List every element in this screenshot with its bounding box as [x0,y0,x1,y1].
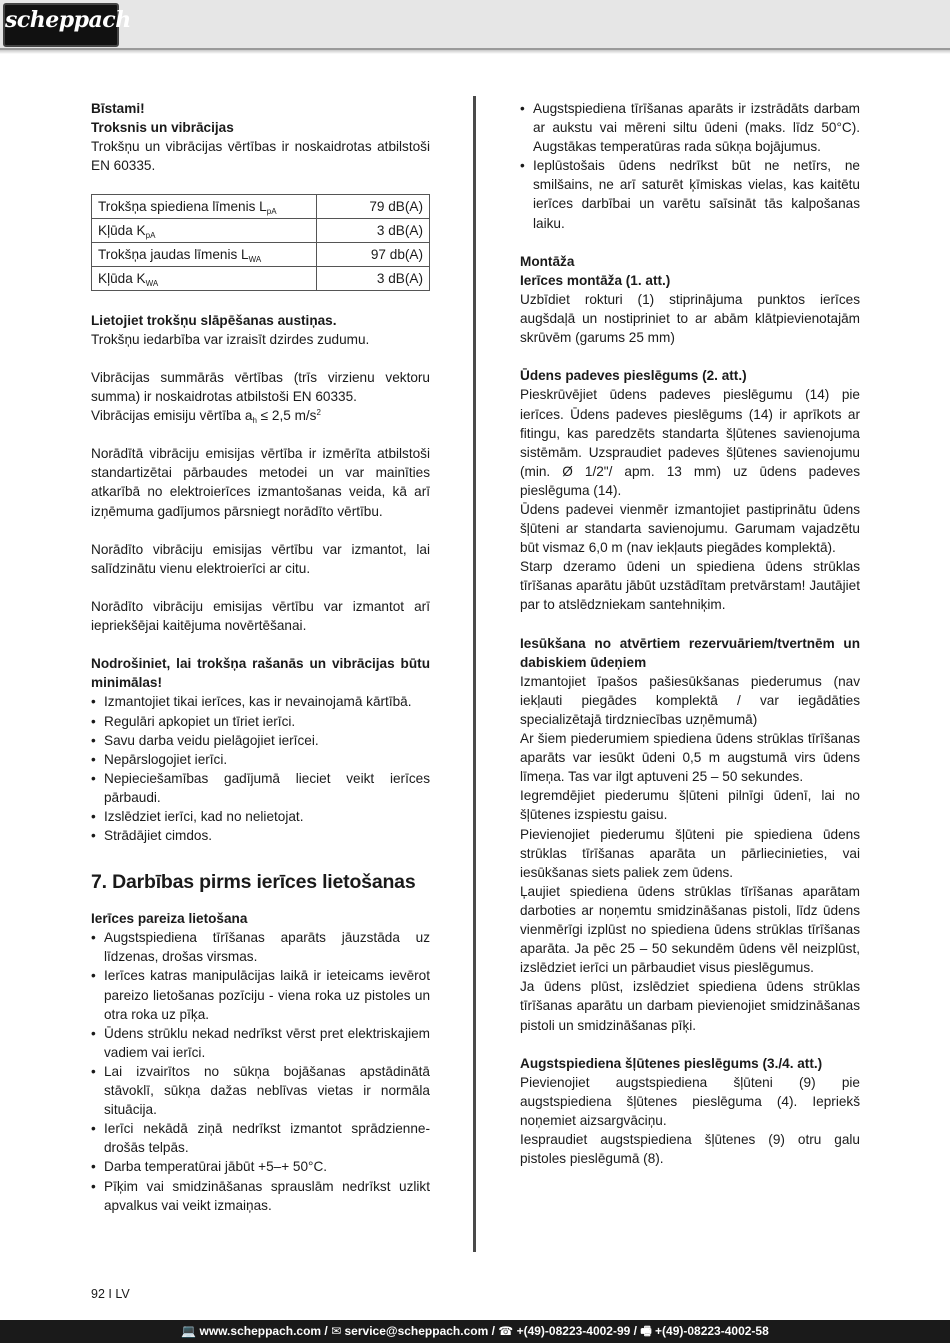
list-item: • Strādājiet cimdos. [91,826,430,845]
noise-cell-value: 97 db(A) [317,243,430,267]
noise-title: Troksnis un vibrācijas [91,120,234,136]
assembly-title: Montāža [520,253,575,269]
right-column [520,99,860,1168]
suction-text-3: Iegremdējiet piederumu šļūteni pilnīgi ūdenī, lai no šļūtenes izspiestu gaisu. [520,788,860,823]
vibration-emission: Vibrācijas emisiju vērtība $a_h \le 2,5$ $m/s^2$ [91,408,321,426]
water-supply-text-2: Ūdens padevei vienmēr izmantojiet pastiprinātu ūdens šļūteni ar standarta savienojumu. Garumam vajadzētu būt vismaz 6,0 m (nav iekļauts piegādes komplektā). [520,501,860,556]
list-item: • Nepārslogojiet ierīci. [91,750,430,769]
list-item: • Ierīces katras manipulācijas laikā ir ieteicams ievērot pareizo lietošanas pozīciju - viena roka uz pistoles un otra roka uz pīķa. [91,966,430,1023]
footer-fax: +(49)-08223-4002-58 [655,1324,769,1338]
column-divider [473,96,476,1252]
proper-use-list [91,928,430,1214]
list-item: • Lai izvairītos no sūkņa bojāšanas apstādinātā stāvoklī, sūkņa dažas neblīvas vietas ir normāla situācija. [91,1062,430,1119]
list-item: • Ierīci nekādā ziņā nedrīkst izmantot sprādziennedrošās telpās. [91,1119,430,1157]
vibration-text: Vibrācijas summārās vērtības (trīs virzienu vektoru summa) ir noskaidrotas atbilstoši EN 60335. [91,369,430,404]
assembly-subtitle: Ierīces montāža (1. att.) [520,272,671,288]
ear-protection-text: Trokšņu iedarbība var izraisīt dzirdes zudumu. [91,331,370,347]
list-item: • Augstspiediena tīrīšanas aparāts ir izstrādāts darbam ar aukstu vai mēreni siltu ūdeni (maks. līdz 50°C). Augstākas temperatūras rada sūkņa bojājumus. [520,99,860,156]
table-row [92,267,430,291]
fax-icon: 🖷 [640,1324,656,1338]
ear-protection-title: Lietojiet trokšņu slāpēšanas austiņas. [91,312,337,328]
suction-text-6: Ja ūdens plūst, izslēdziet spiediena ūdens strūklas tīrīšanas aparātu un darbam pievienojiet smidzināšanas pistoli un smidzināšanas pīķi. [520,979,860,1033]
noise-cell-value: 3 dB(A) [317,267,430,291]
noise-cell-value: 3 dB(A) [317,219,430,243]
danger-title: Bīstami! [91,101,145,116]
noise-intro: Trokšņu un vibrācijas vērtības ir noskaidrotas atbilstoši EN 60335. [91,139,430,174]
noise-cell-label: Kļūda $K_{WA}$ [92,267,317,291]
table-row [92,195,430,219]
hose-text-2: Iespraudiet augstspiediena šļūtenes (9) otru galu pistoles pieslēgumā (8). [520,1132,860,1167]
footer-web: www.scheppach.com [199,1324,322,1338]
list-item: • Nepieciešamības gadījumā lieciet veikt ierīces pārbaudi. [91,769,430,807]
list-item: • Ieplūstošais ūdens nedrīkst būt ne netīrs, ne smilšains, ne arī saturēt ķīmiskas vielas, kas kaitētu ierīces darbībai un varētu saīsināt tās kalpošanas laiku. [520,156,860,232]
table-row [92,243,430,267]
suction-text-1: Izmantojiet īpašos pašiesūkšanas piederumus (nav iekļauti piegādes komplektā / var iegādāties specializētajā tirdzniecības uzņēmumā) [520,673,860,727]
computer-icon: 💻 [181,1324,200,1338]
water-supply-text-3: Starp dzeramo ūdeni un spiediena ūdens strūklas tīrīšanas aparātu jābūt uzstādītam pretvārstam! Jautājiet par to atslēdzniekam santehniķim. [520,559,860,613]
list-item: • Savu darba veidu pielāgojiet ierīcei. [91,731,430,750]
email-icon: ✉ [331,1324,345,1338]
suction-title: Iesūkšana no atvērtiem rezervuāriem/tvertnēm un dabiskiem ūdeņiem [520,635,860,670]
left-column [91,99,430,1215]
footer-bar: 💻 www.scheppach.com / ✉ service@scheppach.com / ☎ +(49)-08223-4002-99 / 🖷 +(49)-08223-4002-58 [0,1320,950,1343]
section-heading: 7. Darbības pirms ierīces lietošanas [91,871,416,894]
table-row [92,219,430,243]
minimize-list [91,692,430,845]
vibration-paragraph-2: Norādīto vibrāciju emisijas vērtību var izmantot, lai salīdzinātu vienu elektroierīci ar citu. [91,541,430,576]
suction-text-5: Ļaujiet spiediena ūdens strūklas tīrīšanas aparātam darboties ar noņemtu smidzināšanas pistoli, līdz ūdens vienmērīgi izplūst no spiediena ūdens strūklas tīrīšanas aparāta. Ja pēc 25 – 50 sekundēm ūdens vēl neizplūst, izslēdziet ierīci un pārbaudiet visus pieslēgumus. [520,883,860,976]
scheppach-logo [3,3,131,47]
header-bar [0,0,950,50]
page-number: 92 I LV [91,1287,130,1301]
noise-cell-label: Trokšņa jaudas līmenis $L_{WA}$ [92,243,317,267]
water-supply-title: Ūdens padeves pieslēgums (2. att.) [520,368,747,384]
noise-cell-label: Trokšņa spiediena līmenis $L_{pA}$ [92,195,317,219]
minimize-title: Nodrošiniet, lai trokšņa rašanās un vibrācijas būtu minimālas! [91,656,430,691]
proper-use-title: Ierīces pareiza lietošana [91,911,248,927]
list-item: • Pīķim vai smidzināšanas sprauslām nedrīkst uzlikt apvalkus vai veikt izmaiņas. [91,1177,430,1215]
noise-cell-label: Kļūda $K_{pA}$ [92,219,317,243]
hose-title: Augstspiediena šļūtenes pieslēgums (3./4. att.) [520,1055,823,1071]
list-item: • Izslēdziet ierīci, kad no nelietojat. [91,807,430,826]
vibration-paragraph-1: Norādītā vibrāciju emisijas vērtība ir izmērīta atbilstoši standartizētai pārbaudes metodei un var mainīties atkarībā no elektroierīces izmantošanas veida, kā arī izņēmuma gadījumos pārsniegt norādīto vērtību. [91,446,430,519]
water-supply-text-1: Pieskrūvējiet ūdens padeves pieslēgumu (14) pie ierīces. Ūdens padeves pieslēgums (14) ir aprīkots ar fitingu, kas paredzēts standarta šļūtenes savienojuma sistēmām. Uzspraudiet padeves šļūtenes savienojumu (min. Ø 1/2"/ apm. 13 mm) uz ūdens padeves pieslēguma (14). [520,387,860,498]
list-item: • Izmantojiet tikai ierīces, kas ir nevainojamā kārtībā. [91,692,430,711]
suction-text-2: Ar šiem piederumiem spiediena ūdens strūklas tīrīšanas aparāts var iesūkt ūdeni 0,5 m augstumā virs ūdens līmeņa. Tas var ilgt aptuveni 25 – 50 sekundes. [520,731,860,785]
noise-table [91,194,430,291]
vibration-paragraph-3: Norādīto vibrāciju emisijas vērtību var izmantot arī iepriekšējai kaitējuma novērtēšanai. [91,598,430,634]
footer-email: service@scheppach.com [344,1324,489,1338]
list-item: • Regulāri apkopiet un tīriet ierīci. [91,712,430,731]
phone-icon: ☎ [498,1324,517,1338]
water-requirements-list [520,99,860,233]
noise-cell-value: 79 dB(A) [317,195,430,219]
hose-text-1: Pievienojiet augstspiediena šļūteni (9) pie augstspiediena šļūtenes pieslēguma (4). Iepriekš noņemiet aizsargvāciņu. [520,1074,860,1128]
list-item: • Augstspiediena tīrīšanas aparāts jāuzstāda uz līdzenas, drošas virsmas. [91,928,430,966]
logo-text: scheppach [5,7,131,33]
header-shadow [0,50,950,54]
list-item: • Darba temperatūrai jābūt +5–+ 50°C. [91,1157,430,1176]
footer-phone: +(49)-08223-4002-99 [516,1324,631,1338]
list-item: • Ūdens strūklu nekad nedrīkst vērst pret elektriskajiem vadiem vai ierīci. [91,1024,430,1062]
assembly-text: Uzbīdiet rokturi (1) stiprinājuma punktos ierīces augšdaļā un nostipriniet to ar abām klātpievienotajām skrūvēm (garums 25 mm) [520,291,860,346]
suction-text-4: Pievienojiet piederumu šļūteni pie spiediena ūdens strūklas tīrīšanas aparāta un pārliecinieties, vai iesūkšanas siets paliek zem ūdens. [520,826,860,880]
